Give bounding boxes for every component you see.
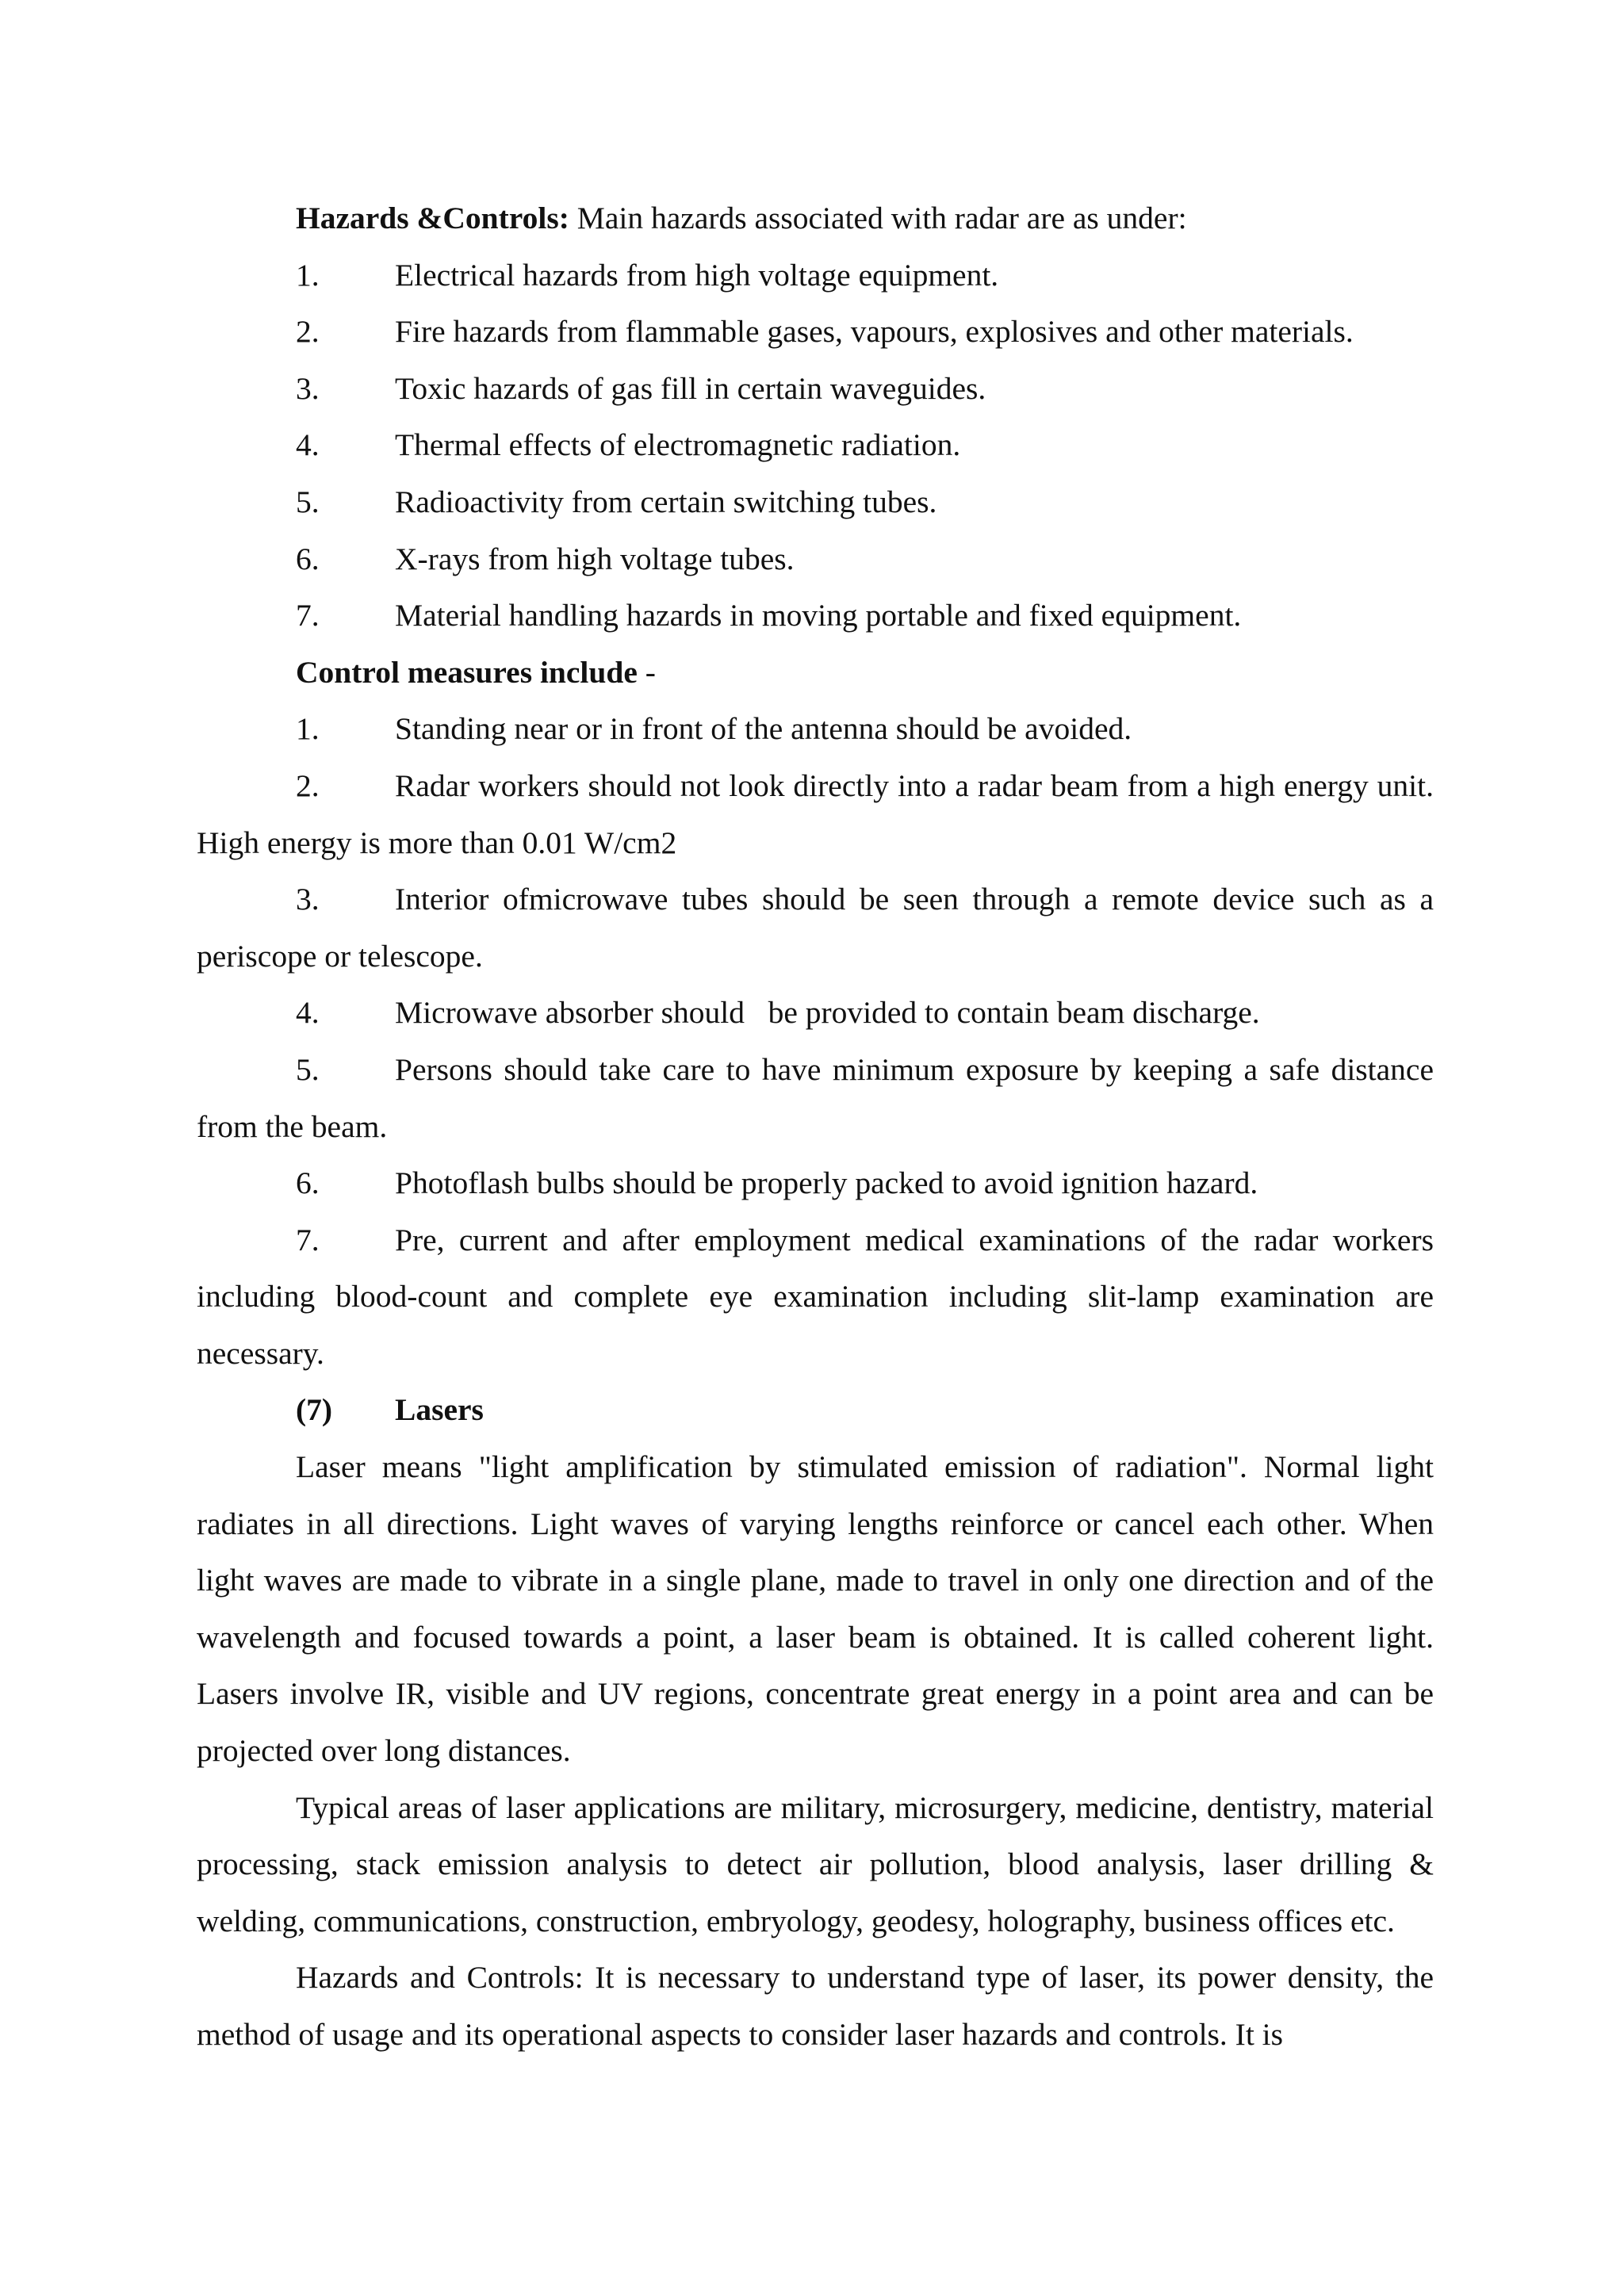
hazard-item-number: 6. xyxy=(296,541,320,576)
control-item-text: Standing near or in front of the antenna should be avoided. xyxy=(395,711,1132,747)
document-page xyxy=(197,190,1434,2064)
hazard-item-text: X-rays from high voltage tubes. xyxy=(395,541,795,576)
hazard-item-number: 1. xyxy=(296,257,320,293)
control-item-number: 3. xyxy=(296,882,320,917)
hazard-item-text: Thermal effects of electromagnetic radiation. xyxy=(395,427,961,463)
control-heading-line xyxy=(197,645,1434,702)
hazard-item-text: Radioactivity from certain switching tubes. xyxy=(395,484,937,519)
control-item-text: Pre, current and after employment medical examinations of the radar workers including blood-count and complete eye examination including slit-lamp examination are necessary. xyxy=(197,1222,1434,1371)
hazard-item-2 xyxy=(197,304,1434,361)
control-item-5 xyxy=(197,1042,1434,1155)
hazard-item-4 xyxy=(197,417,1434,474)
control-item-number: 7. xyxy=(296,1222,320,1257)
lasers-paragraph-definition: Laser means "light amplification by stimulated emission of radiation". Normal light radiates in all directions. Light waves of varying lengths reinforce or cancel each other. When light waves are made to vibrate in a single plane, made to travel in only one direction and of the wavelength and focused towards a point, a laser beam is obtained. It is called coherent light. Lasers involve IR, visible and UV regions, concentrate great energy in a point area and can be projected over long distances. xyxy=(197,1449,1434,1769)
lasers-section-number: (7) xyxy=(296,1392,333,1428)
control-item-7 xyxy=(197,1212,1434,1383)
hazard-item-number: 7. xyxy=(296,598,320,633)
hazard-item-number: 5. xyxy=(296,484,320,519)
control-heading-dash: - xyxy=(637,654,656,690)
control-item-number: 6. xyxy=(296,1165,320,1201)
hazards-intro-line xyxy=(197,190,1434,247)
hazards-heading: Hazards &Controls: xyxy=(296,201,569,235)
hazard-item-3 xyxy=(197,361,1434,418)
control-item-text: Interior ofmicrowave tubes should be seen through a remote device such as a periscope or telescope. xyxy=(197,882,1434,974)
control-item-text: Radar workers should not look directly into a radar beam from a high energy unit. High energy is more than 0.01 W/cm2 xyxy=(197,767,1434,860)
hazard-item-text: Electrical hazards from high voltage equipment. xyxy=(395,257,999,293)
control-heading: Control measures include xyxy=(296,654,638,690)
hazard-item-text: Material handling hazards in moving portable and fixed equipment. xyxy=(395,598,1242,633)
control-item-4 xyxy=(197,985,1434,1042)
hazards-intro-text: Main hazards associated with radar are as under: xyxy=(569,201,1187,235)
hazard-item-5 xyxy=(197,474,1434,531)
control-item-number: 4. xyxy=(296,995,320,1031)
control-item-1 xyxy=(197,701,1434,758)
control-item-number: 1. xyxy=(296,711,320,747)
hazard-item-text: Toxic hazards of gas fill in certain waveguides. xyxy=(395,370,986,406)
hazard-item-number: 3. xyxy=(296,370,320,406)
hazard-item-7 xyxy=(197,587,1434,645)
lasers-section-title: Lasers xyxy=(395,1392,484,1428)
hazard-item-number: 2. xyxy=(296,314,320,350)
control-item-text: Photoflash bulbs should be properly packed to avoid ignition hazard. xyxy=(395,1165,1258,1201)
control-item-2 xyxy=(197,758,1434,871)
hazard-item-text: Fire hazards from flammable gases, vapours, explosives and other materials. xyxy=(395,314,1354,350)
lasers-paragraph-applications: Typical areas of laser applications are military, microsurgery, medicine, dentistry, material processing, stack emission analysis to detect air pollution, blood analysis, laser drilling & welding, communications, construction, embryology, geodesy, holography, business offices etc. xyxy=(197,1789,1434,1938)
hazard-item-6 xyxy=(197,531,1434,588)
lasers-section-heading xyxy=(197,1382,1434,1439)
lasers-paragraph-hazards: Hazards and Controls: It is necessary to understand type of laser, its power density, the method of usage and its operational aspects to consider laser hazards and controls. It is xyxy=(197,1960,1434,2052)
control-item-number: 5. xyxy=(296,1051,320,1087)
control-item-number: 2. xyxy=(296,767,320,803)
control-item-3 xyxy=(197,871,1434,985)
control-item-text: Microwave absorber should be provided to contain beam discharge. xyxy=(395,995,1260,1031)
control-item-6 xyxy=(197,1155,1434,1212)
hazard-item-number: 4. xyxy=(296,427,320,463)
control-item-text: Persons should take care to have minimum exposure by keeping a safe distance from the beam. xyxy=(197,1051,1434,1144)
hazard-item-1 xyxy=(197,247,1434,304)
